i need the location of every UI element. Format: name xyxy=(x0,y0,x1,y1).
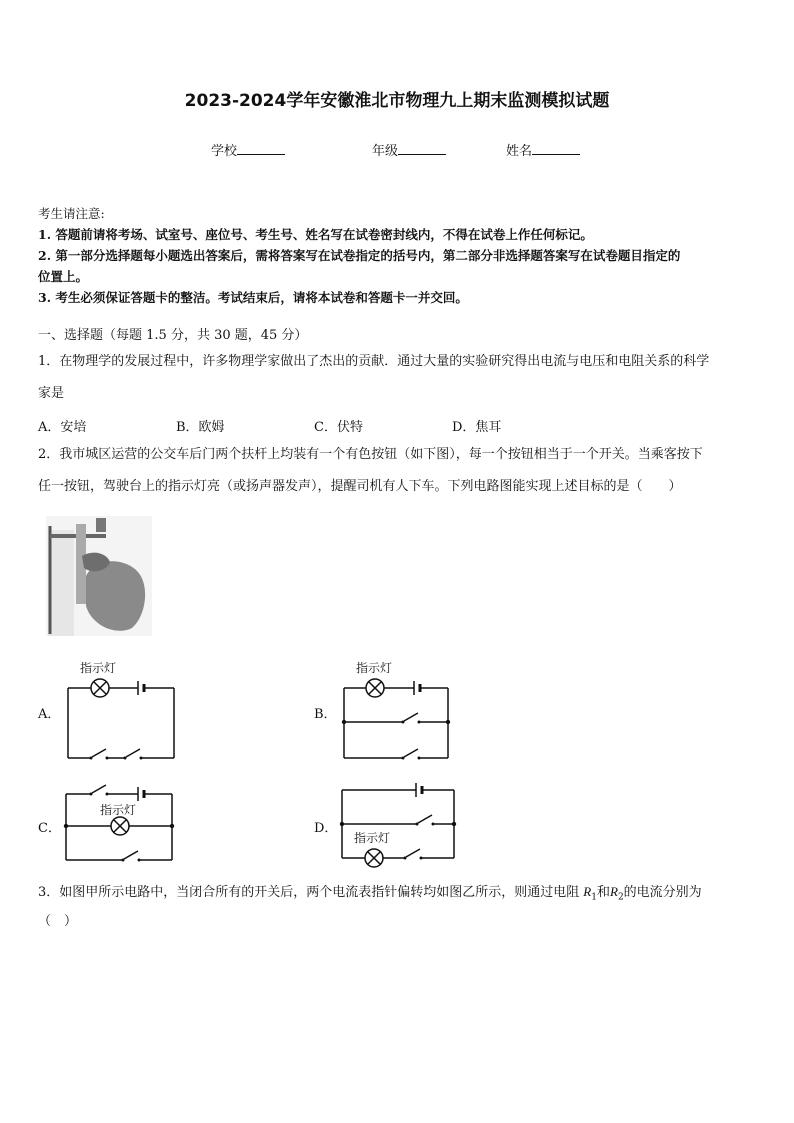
notes-heading: 考生请注意: xyxy=(38,206,105,221)
circuit-diagram-b xyxy=(336,656,458,762)
circuit-diagram-a xyxy=(60,656,182,762)
grade-label: 年级 xyxy=(372,144,399,159)
q1-text-line2: 家是 xyxy=(38,386,65,401)
q3-text-line1 xyxy=(38,878,702,912)
candidate-notes xyxy=(38,203,680,308)
r1-symbol: R xyxy=(583,884,592,899)
r1-subscript: 1 xyxy=(591,892,597,903)
lamp-label: 指示灯 xyxy=(80,661,117,675)
page-title: 2023-2024学年安徽淮北市物理九上期末监测模拟试题 xyxy=(184,91,610,111)
section-heading: 一、选择题（每题 1.5 分，共 30 题，45 分） xyxy=(38,328,308,343)
q2-text-line1: 2．我市城区运营的公交车后门两个扶杆上均装有一个有色按钮（如下图），每一个按钮相当于一个开关。当乘客按下 xyxy=(38,447,703,462)
circuit-diagram-c xyxy=(58,778,182,868)
circuit-diagram-d xyxy=(334,778,464,874)
q2-text-line2: 任一按钮，驾驶台上的指示灯亮（或扬声器发声），提醒司机有人下车。下列电路图能实现上述目标的是（ ） xyxy=(38,479,682,494)
note-item: 1. 答题前请将考场、试室号、座位号、考生号、姓名写在试卷密封线内，不得在试卷上作任何标记。 xyxy=(38,227,593,242)
r2-subscript: 2 xyxy=(617,892,624,903)
q3-text-line2: （ ） xyxy=(38,914,78,929)
grade-blank[interactable] xyxy=(398,142,446,155)
note-item: 3. 考生必须保证答题卡的整洁。考试结束后，请将本试卷和答题卡一并交回。 xyxy=(38,290,468,305)
name-label: 姓名 xyxy=(506,144,533,159)
q1-option-a[interactable]: A．安培 xyxy=(38,420,87,435)
name-field[interactable] xyxy=(506,140,580,159)
q1-option-c[interactable]: C．伏特 xyxy=(314,420,363,435)
note-item: 位置上。 xyxy=(38,269,89,284)
q1-option-d[interactable]: D．焦耳 xyxy=(452,420,502,435)
q3-and: 和 xyxy=(596,885,610,900)
lamp-label: 指示灯 xyxy=(100,803,137,817)
q2-option-c[interactable]: C． xyxy=(38,821,61,836)
grade-field[interactable] xyxy=(372,140,446,159)
q2-option-b[interactable]: B． xyxy=(314,707,337,722)
school-blank[interactable] xyxy=(237,142,285,155)
q1-option-b[interactable]: B．欧姆 xyxy=(176,420,225,435)
bus-button-photo xyxy=(46,516,152,636)
lamp-label: 指示灯 xyxy=(354,831,391,845)
name-blank[interactable] xyxy=(532,142,580,155)
school-label: 学校 xyxy=(211,144,238,159)
lamp-label: 指示灯 xyxy=(356,661,393,675)
q2-option-d[interactable]: D． xyxy=(314,821,338,836)
q2-option-a[interactable]: A． xyxy=(38,707,61,722)
q1-text-line1: 1．在物理学的发展过程中，许多物理学家做出了杰出的贡献．通过大量的实验研究得出电流与电压和电阻关系的科学 xyxy=(38,354,710,369)
note-item: 2. 第一部分选择题每小题选出答案后，需将答案写在试卷指定的括号内，第二部分非选择题答案写在试卷题目指定的 xyxy=(38,248,681,263)
school-field[interactable] xyxy=(211,140,285,159)
r2-symbol: R xyxy=(609,884,618,899)
q3-text-a: 3．如图甲所示电路中，当闭合所有的开关后，两个电流表指针偏转均如图乙所示，则通过电阻 xyxy=(38,885,580,900)
q3-text-b: 的电流分别为 xyxy=(623,885,702,900)
